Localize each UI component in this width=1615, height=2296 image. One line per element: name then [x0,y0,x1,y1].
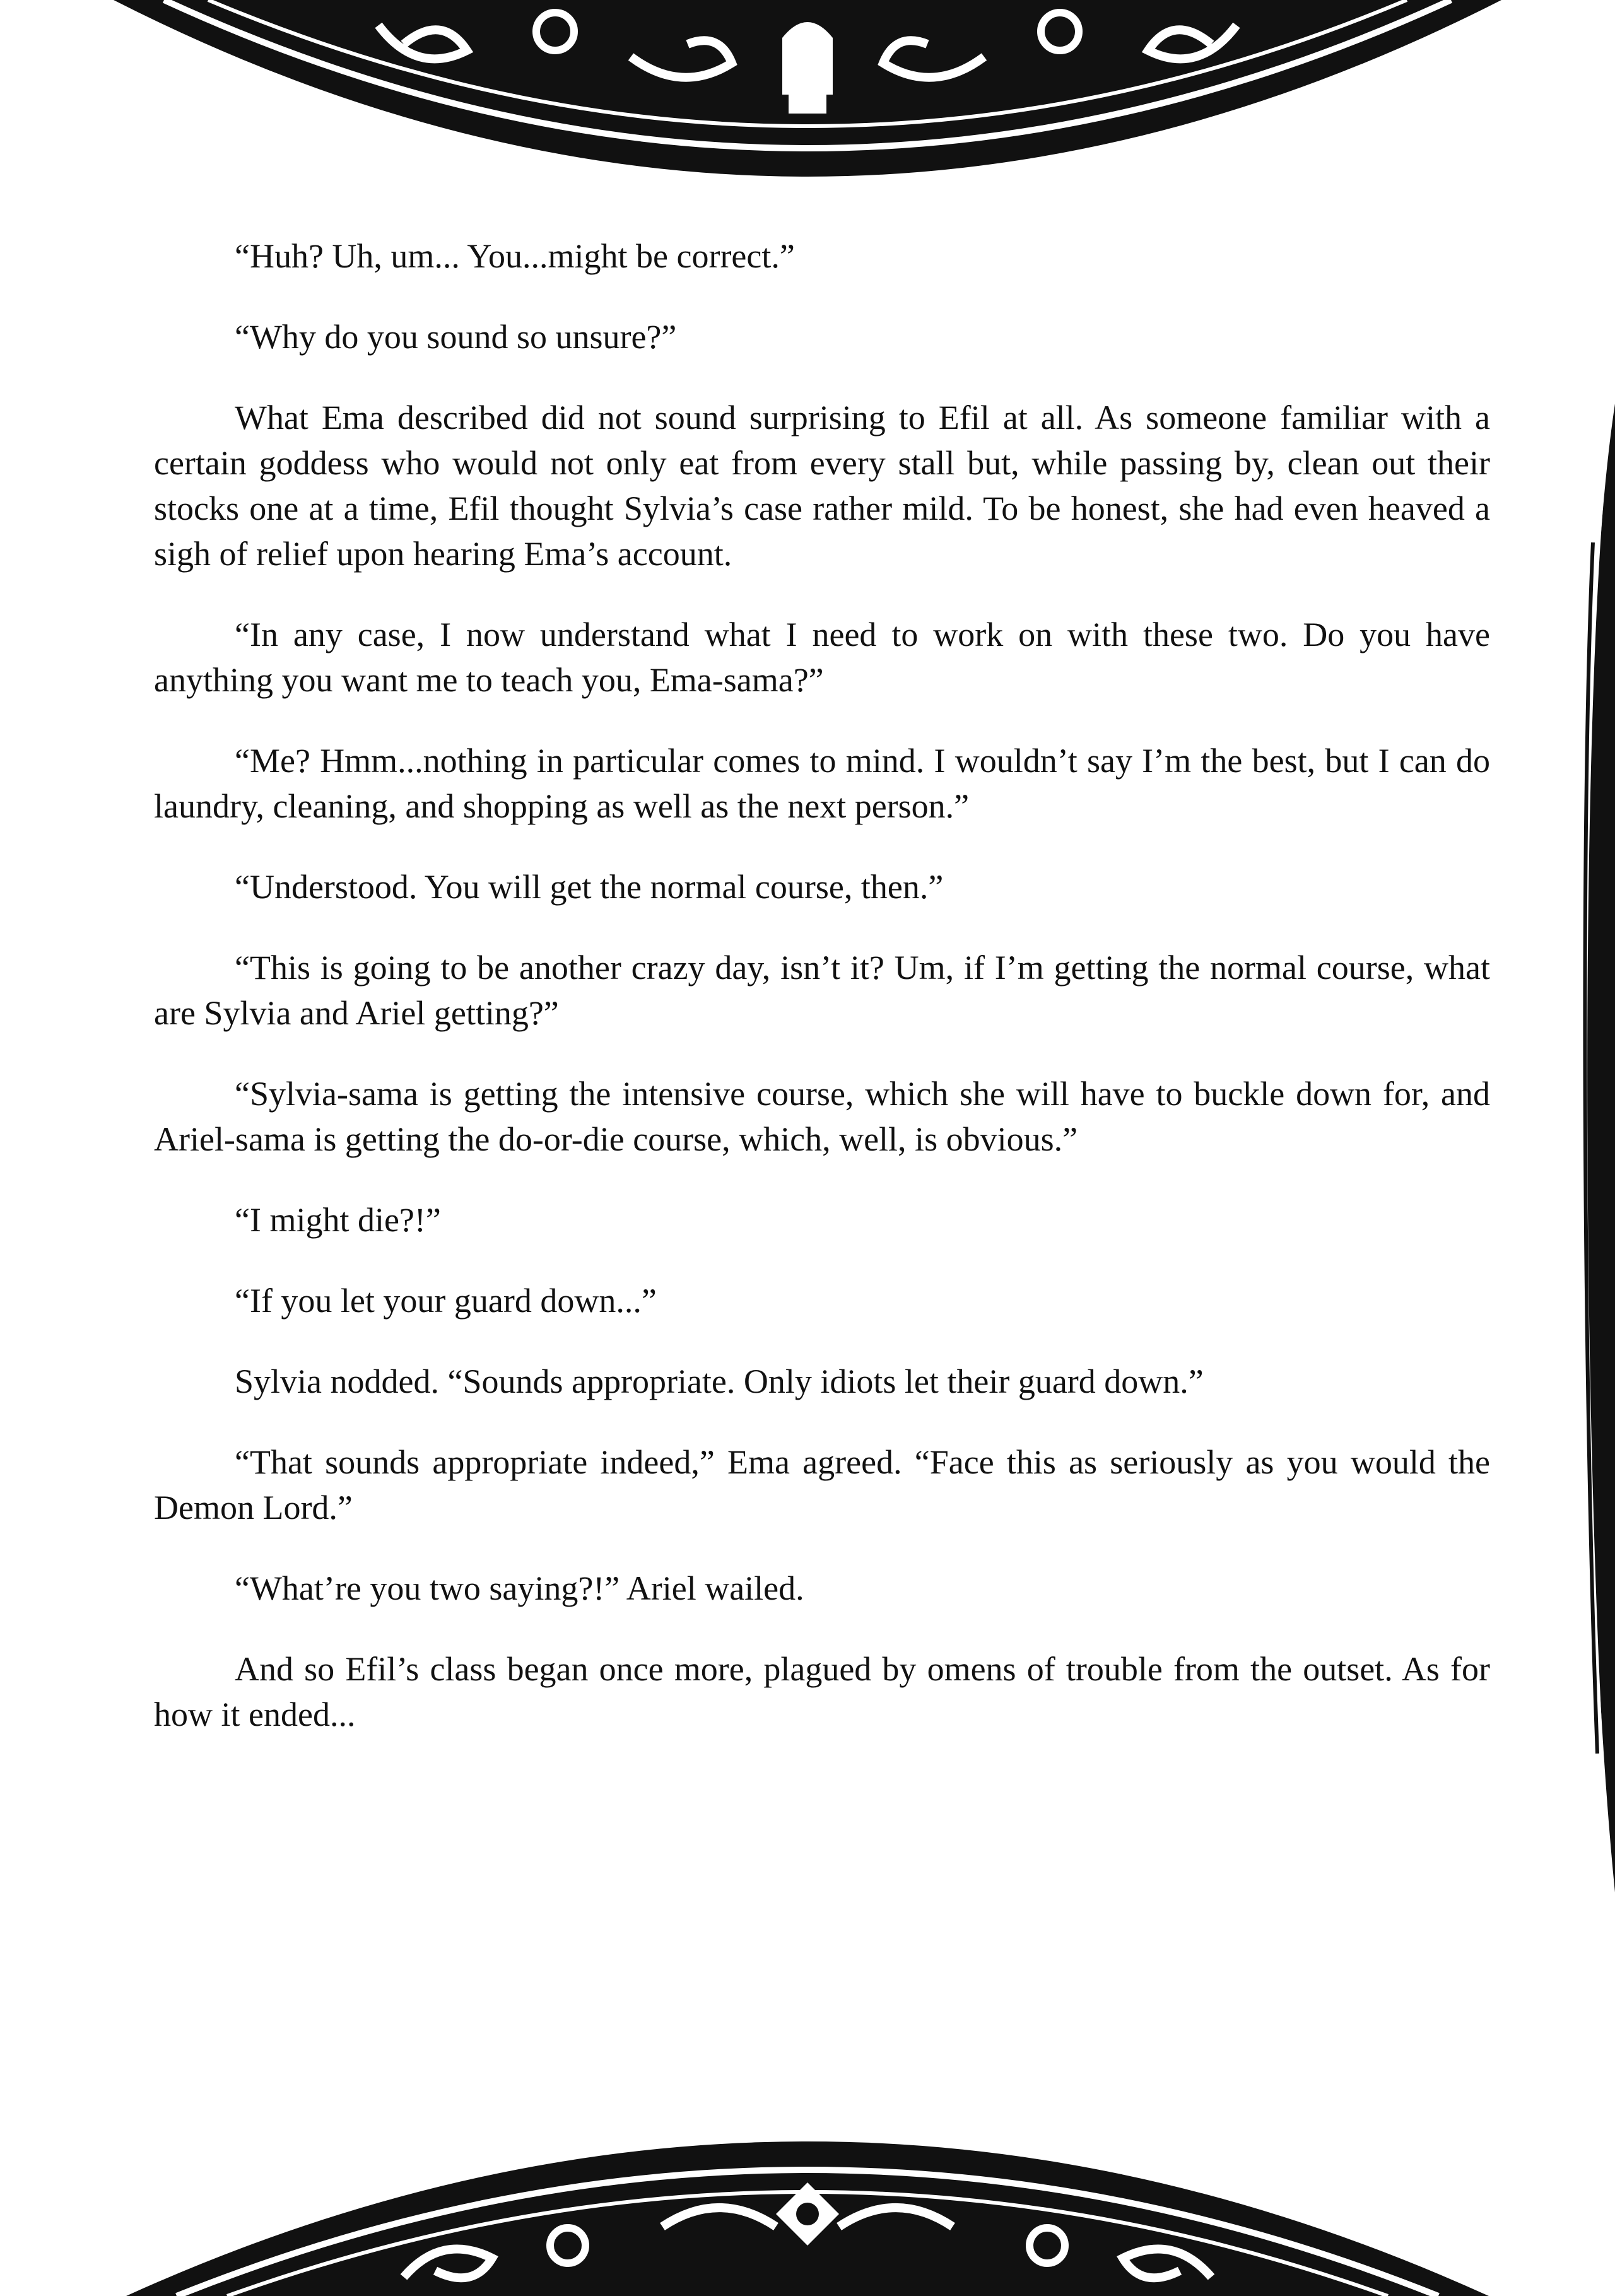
right-border-ornament [1558,0,1615,2296]
paragraph: “Why do you sound so unsure?” [235,318,677,356]
paragraph: “Huh? Uh, um... You...might be correct.” [235,237,795,275]
paragraph: “Sylvia-sama is getting the intensive course, which she will have to buckle down for, and Ariel-sama is getting the do-or-die course, which, well, is obvious.” [154,1075,1490,1158]
paragraph: “I might die?!” [235,1201,441,1239]
paragraph: Sylvia nodded. “Sounds appropriate. Only idiots let their guard down.” [235,1362,1204,1400]
paragraph: “That sounds appropriate indeed,” Ema agreed. “Face this as seriously as you would the Demon Lord.” [154,1443,1490,1526]
paragraph: “This is going to be another crazy day, isn’t it? Um, if I’m getting the normal course, what are Sylvia and Ariel getting?” [154,949,1490,1032]
paragraph: “In any case, I now understand what I need to work on with these two. Do you have anything you want me to teach you, Ema-sama?” [154,616,1490,699]
bottom-ornament [0,2138,1615,2296]
paragraph: “Understood. You will get the normal course, then.” [235,868,944,906]
paragraph: “Me? Hmm...nothing in particular comes to mind. I wouldn’t say I’m the best, but I can do laundry, cleaning, and shopping as well as the next person.” [154,742,1490,825]
paragraph: What Ema described did not sound surprising to Efil at all. As someone familiar with a certain goddess who would not only eat from every stall but, while passing by, clean out their stocks one at a time, Efil thought Sylvia’s case rather mild. To be honest, she had even heaved a sigh of relief upon hearing Ema’s account. [154,399,1490,573]
paragraph: “What’re you two saying?!” Ariel wailed. [235,1569,804,1607]
paragraph: And so Efil’s class began once more, plagued by omens of trouble from the outset. As for how it ended... [154,1650,1490,1733]
top-ornament [0,0,1615,183]
body-text [154,233,1490,1772]
paragraph: “If you let your guard down...” [235,1282,657,1320]
